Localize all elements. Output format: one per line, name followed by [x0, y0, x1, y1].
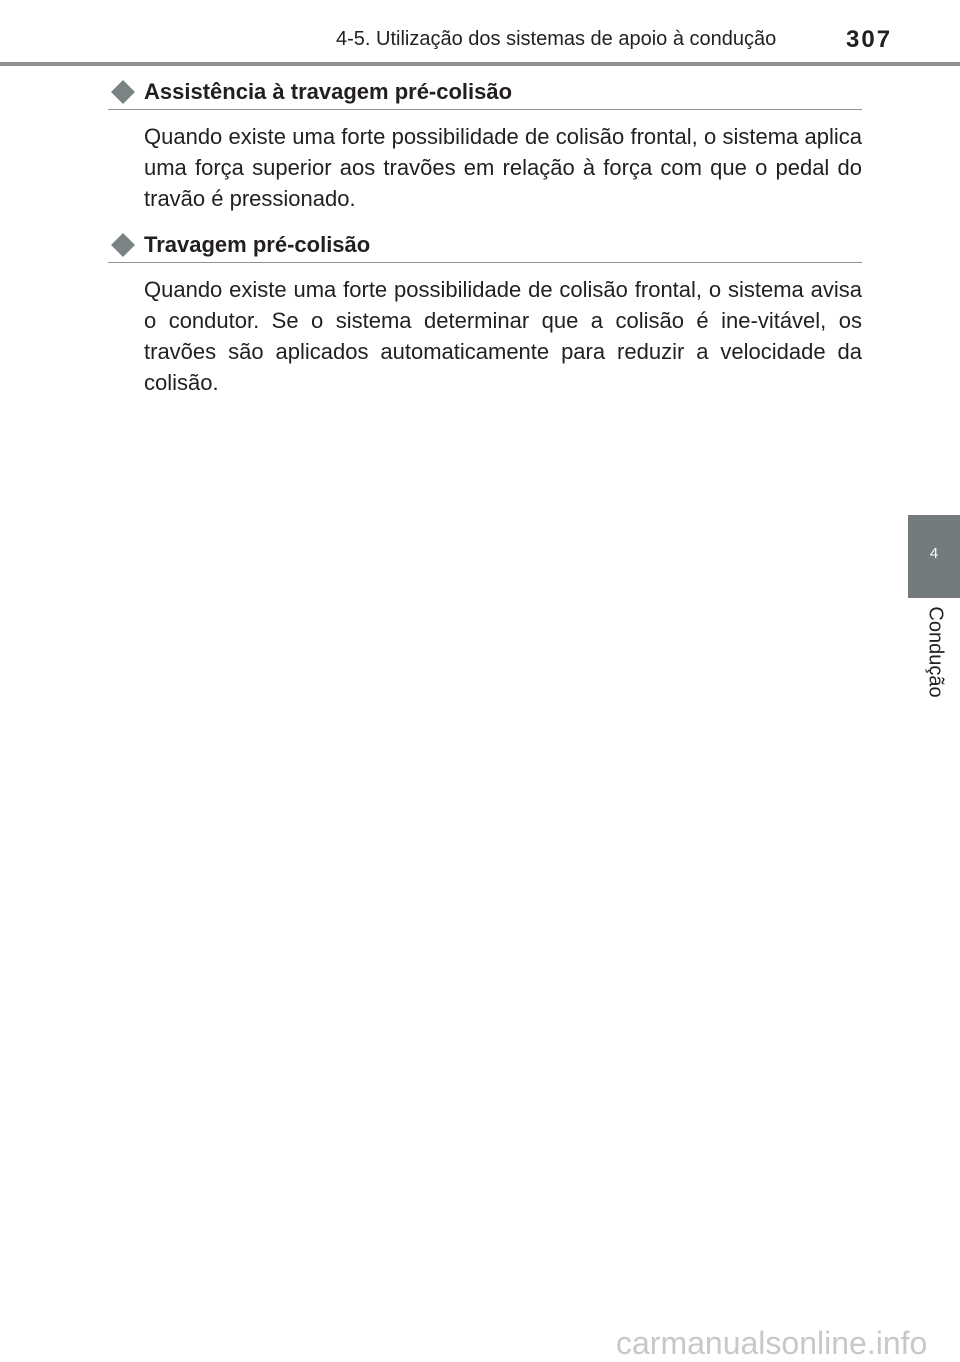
section-heading	[108, 75, 862, 110]
header-section-title: 4-5. Utilização dos sistemas de apoio à condução	[336, 28, 777, 50]
section-body-text: Quando existe uma forte possibilidade de colisão frontal, o sistema avisa o condutor. Se o sistema determinar que a colisão é ine-vitável, os travões são aplicados automaticamente para reduzir a velocidade da colisão.	[144, 277, 862, 395]
section-heading-text: Travagem pré-colisão	[144, 232, 371, 257]
chapter-label: Condução	[924, 606, 947, 698]
diamond-bullet-icon	[110, 232, 136, 258]
section-body-text: Quando existe uma forte possibilidade de colisão frontal, o sistema aplica uma força superior aos travões em relação à força com que o pedal do travão é pressionado.	[144, 124, 862, 211]
diamond-bullet-icon	[110, 79, 136, 105]
watermark: carmanualsonline.info	[616, 1325, 928, 1361]
chapter-number: 4	[929, 545, 939, 562]
section-heading	[108, 228, 862, 263]
section-pre-collision-braking	[108, 228, 862, 398]
chapter-tab	[908, 515, 960, 598]
page-number: 307	[846, 26, 893, 53]
section-pre-collision-brake-assist	[108, 75, 862, 214]
header-divider	[0, 62, 960, 66]
section-heading-text: Assistência à travagem pré-colisão	[144, 79, 513, 104]
